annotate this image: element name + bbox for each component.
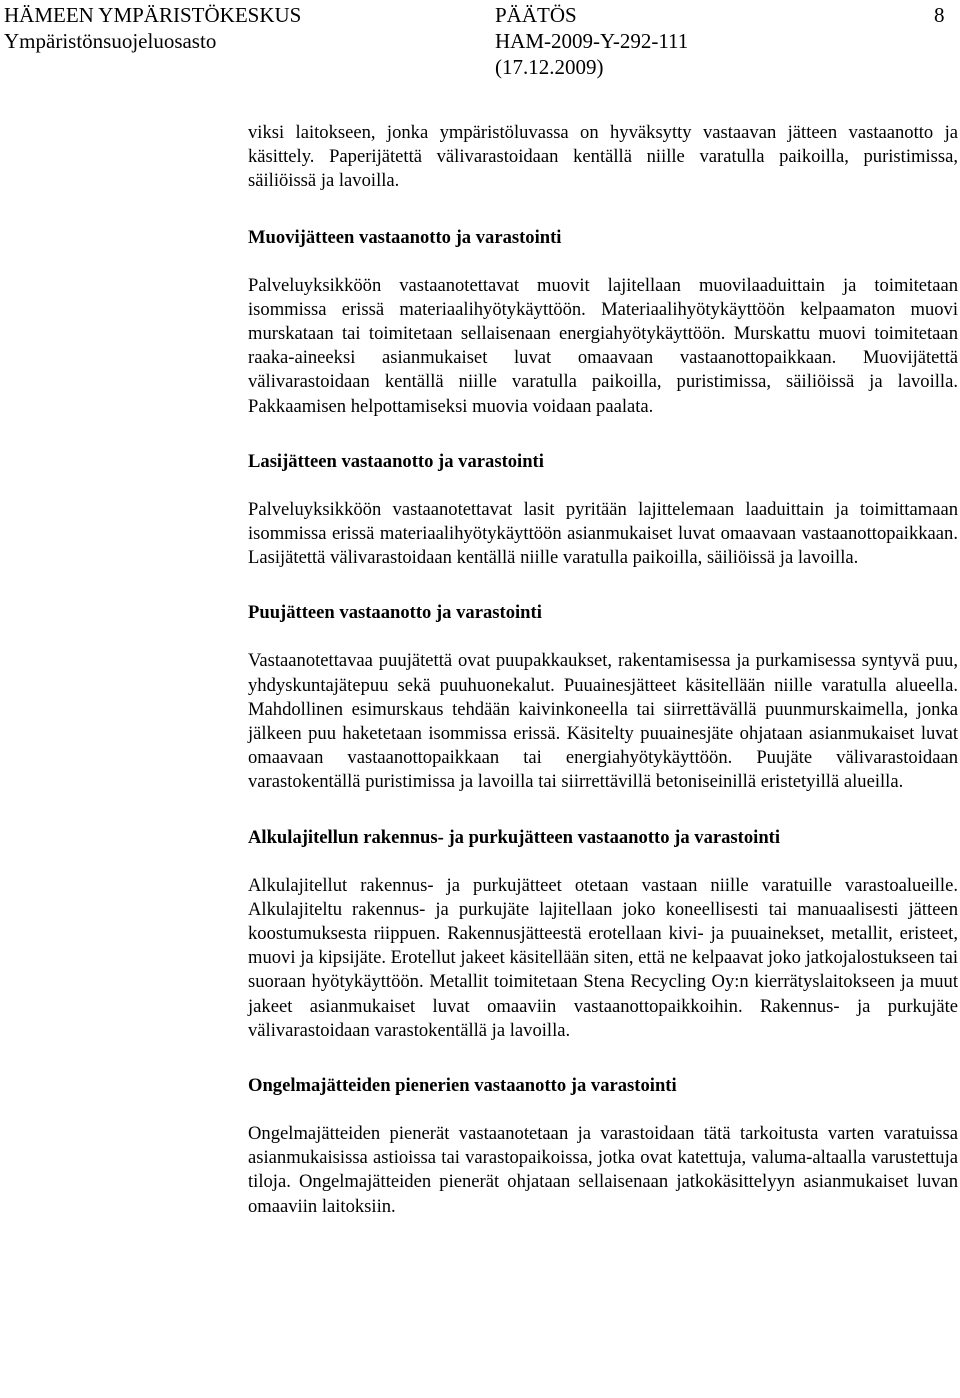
section-paragraph: Palveluyksikköön vastaanotettavat muovit lajitellaan muovilaaduittain ja toimitetaan isommissa erissä materiaalihyötykäyttöön. Materiaalihyötykäyttöön kelpaamaton muovi murskataan tai toimitetaan sellaisenaan energiahyötykäyttöön. Murskattu muovi toimitetaan raaka-aineeksi asianmukaiset luvat omaavaan vastaanottopaikkaan. Muovijätettä välivarastoidaan kentällä niille varatulla paikoilla, puristimissa, säiliöissä ja lavoilla. Pakkaamisen helpottamiseksi muovia voidaan paalata. — [248, 274, 958, 417]
organization-unit: Ympäristönsuojeluosasto — [4, 29, 217, 53]
document-date: (17.12.2009) — [495, 55, 604, 79]
section-paragraph: Alkulajitellut rakennus- ja purkujätteet otetaan vastaan niille varatuille varastoalueille. Alkulajiteltu rakennus- ja purkujäte lajitellaan joko koneellisesti tai manuaalisesti jätteen koostumuksesta riippuen. Rakennusjätteestä erotellaan kivi- ja puuainekset, metallit, eristeet, muovi ja kipsijäte. Erotellut jakeet käsitellään siten, että ne kelpaavat joko jatkojalostukseen tai suoraan hyötykäyttöön. Metallit toimitetaan Stena Recycling Oy:n kierrätyslaitokseen ja muut jakeet asianmukaiset luvat omaaviin vastaanottopaikkoihin. Rakennus- ja purkujäte välivarastoidaan varastokentällä ja lavoilla. — [248, 874, 958, 1041]
section-heading: Muovijätteen vastaanotto ja varastointi — [248, 226, 562, 248]
section-paragraph: Palveluyksikköön vastaanotettavat lasit pyritään lajittelemaan laaduittain ja toimittamaan isommissa erissä materiaalihyötykäyttöön asianmukaiset luvat omaavaan vastaanottopaikkaan. Lasijätettä välivarastoidaan kentällä niille varatulla paikoilla, säiliöissä ja lavoilla. — [248, 498, 958, 569]
section-paragraph: Ongelmajätteiden pienerät vastaanotetaan ja varastoidaan tätä tarkoitusta varten varatuissa asianmukaisissa astioissa tai varastopaikoissa, jotka ovat katettuja, valuma-altaalla varustettuja tiloja. Ongelmajätteiden pienerät ohjataan sellaisenaan jatkokäsittelyyn asianmukaiset luvan omaaviin laitoksiin. — [248, 1123, 958, 1217]
section-heading: Lasijätteen vastaanotto ja varastointi — [248, 450, 544, 472]
section-paragraph: Vastaanotettavaa puujätettä ovat puupakkaukset, rakentamisessa ja purkamisessa syntyvä puu, yhdyskuntajätepuu sekä puuhuonekalut. Puuainesjätteet käsitellään niille varatulla alueella. Mahdollinen esimurskaus tehdään kaivinkoneella tai siirrettävällä puunmurskaimella, jonka jälkeen puu haketetaan isommissa erissä. Käsitelty puuainesjäte ohjataan asianmukaiset luvat omaavaan vastaanottopaikkaan tai energiahyötykäyttöön. Puujäte välivarastoidaan varastokentällä puristimissa ja lavoilla tai siirrettävillä betoniseinillä eristetyillä alueilla. — [248, 650, 958, 793]
document-type: PÄÄTÖS — [495, 3, 577, 27]
organization-name: HÄMEEN YMPÄRISTÖKESKUS — [4, 3, 302, 27]
intro-paragraph: viksi laitokseen, jonka ympäristöluvassa on hyväksytty vastaavan jätteen vastaanotto ja käsittely. Paperijätettä välivarastoidaan kentällä niille varatulla paikoilla, puristimissa, säiliöissä ja lavoilla. — [248, 122, 958, 192]
section-heading: Ongelmajätteiden pienerien vastaanotto ja varastointi — [248, 1075, 677, 1097]
document-number: HAM-2009-Y-292-111 — [495, 29, 689, 53]
section-heading: Puujätteen vastaanotto ja varastointi — [248, 602, 542, 624]
section-heading: Alkulajitellun rakennus- ja purkujätteen vastaanotto ja varastointi — [248, 826, 781, 848]
page-number: 8 — [934, 3, 945, 27]
document-body — [248, 121, 958, 1219]
